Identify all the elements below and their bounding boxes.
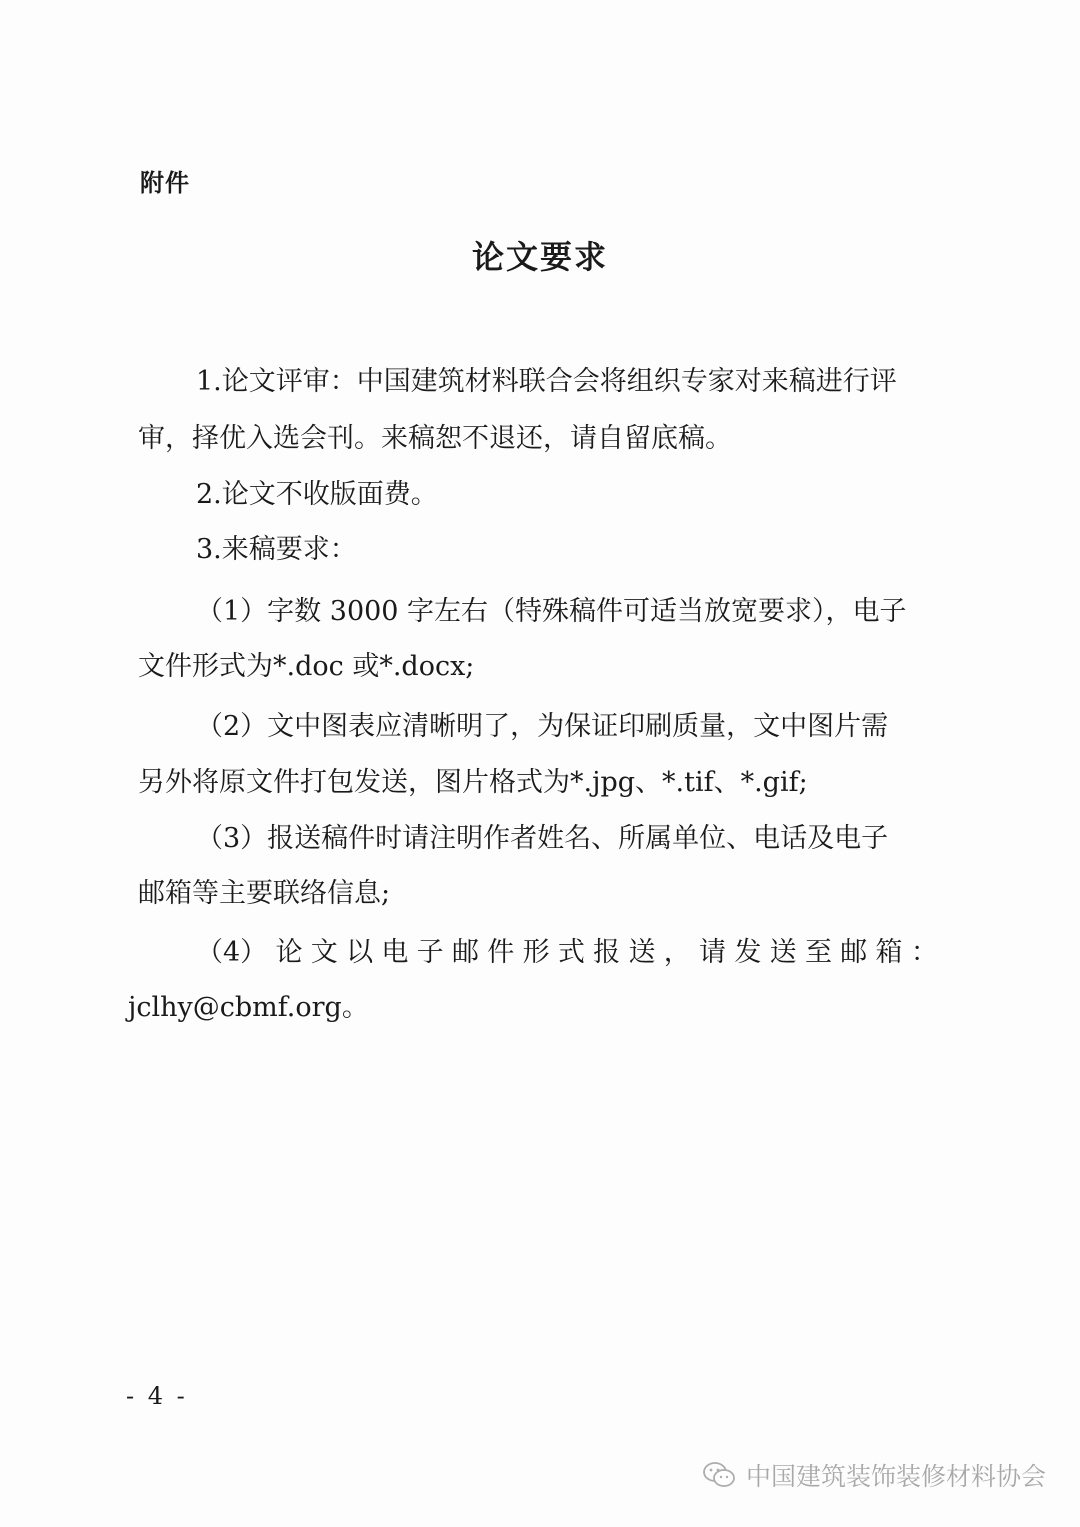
wechat-icon [702,1460,736,1490]
item2-line: 2.论文不收版面费。 [196,479,438,510]
sub3-line1: （3）报送稿件时请注明作者姓名、所属单位、电话及电子 [196,823,889,854]
watermark-text: 中国建筑装饰装修材料协会 [745,1462,1046,1491]
watermark [702,1457,1046,1493]
sub4-line2: jclhy@cbmf.org。 [128,992,369,1023]
sub4-line1-justified: （4） 论 文 以 电 子 邮 件 形 式 报 送 ， 请 发 送 至 邮 箱 ： [196,937,938,968]
item3-line: 3.来稿要求： [196,534,357,565]
page-number: - 4 - [126,1382,188,1410]
item1-line2: 审，择优入选会刊。来稿恕不退还，请自留底稿。 [138,423,732,454]
sub3-line2: 邮箱等主要联络信息; [138,878,391,909]
sub2-line1: （2）文中图表应清晰明了，为保证印刷质量，文中图片需 [196,711,889,742]
sub1-line2: 文件形式为*.doc 或*.docx; [138,651,475,682]
item1-line1: 1.论文评审：中国建筑材料联合会将组织专家对来稿进行评 [196,366,897,397]
sub1-line1: （1）字数 3000 字左右（特殊稿件可适当放宽要求），电子 [196,596,907,627]
sub4-line1 [196,935,938,971]
page-title: 论文要求 [471,238,608,276]
attachment-label: 附件 [140,169,190,197]
sub2-line2: 另外将原文件打包发送，图片格式为*.jpg、*.tif、*.gif; [138,767,808,798]
